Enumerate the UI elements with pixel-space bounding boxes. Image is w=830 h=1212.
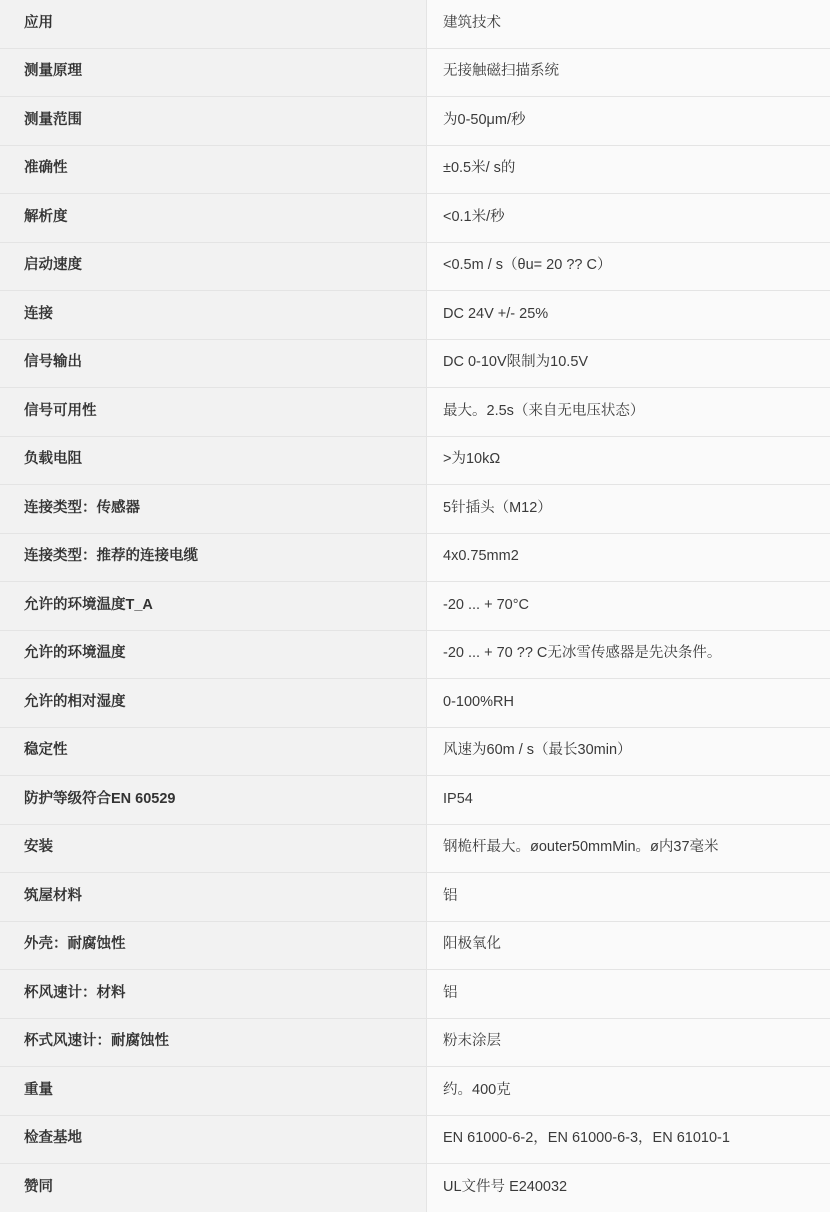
spec-label: 连接类型：推荐的连接电缆 (0, 533, 427, 582)
spec-value: -20 ... + 70°C (427, 582, 830, 631)
spec-label: 启动速度 (0, 242, 427, 291)
table-row (0, 145, 830, 194)
spec-value: 最大。2.5s（来自无电压状态） (427, 388, 830, 437)
spec-value: 阳极氧化 (427, 921, 830, 970)
spec-value: 铝 (427, 970, 830, 1019)
table-row (0, 630, 830, 679)
spec-label: 杯风速计：材料 (0, 970, 427, 1019)
table-row (0, 388, 830, 437)
spec-value: -20 ... + 70 ?? C无冰雪传感器是先决条件。 (427, 630, 830, 679)
spec-label: 信号可用性 (0, 388, 427, 437)
table-row (0, 485, 830, 534)
spec-value: DC 24V +/- 25% (427, 291, 830, 340)
table-row (0, 339, 830, 388)
spec-value: 钢桅杆最大。øouter50mmMin。ø内37毫米 (427, 824, 830, 873)
spec-value: 0-100%RH (427, 679, 830, 728)
spec-value: 风速为60m / s（最长30min） (427, 727, 830, 776)
spec-label: 信号输出 (0, 339, 427, 388)
spec-label: 连接类型：传感器 (0, 485, 427, 534)
spec-label: 测量原理 (0, 48, 427, 97)
spec-label: 筑屋材料 (0, 873, 427, 922)
spec-value: 为0-50μm/秒 (427, 97, 830, 146)
spec-value: <0.1米/秒 (427, 194, 830, 243)
table-row (0, 291, 830, 340)
spec-label: 允许的环境温度T_A (0, 582, 427, 631)
table-row (0, 776, 830, 825)
table-row (0, 0, 830, 48)
spec-label: 应用 (0, 0, 427, 48)
spec-label: 外壳：耐腐蚀性 (0, 921, 427, 970)
spec-value: 5针插头（M12） (427, 485, 830, 534)
spec-value: UL文件号 E240032 (427, 1164, 830, 1212)
spec-value: IP54 (427, 776, 830, 825)
table-row (0, 582, 830, 631)
table-row (0, 1067, 830, 1116)
spec-label: 允许的环境温度 (0, 630, 427, 679)
table-row (0, 1115, 830, 1164)
table-row (0, 970, 830, 1019)
spec-label: 稳定性 (0, 727, 427, 776)
table-row (0, 1018, 830, 1067)
spec-label: 连接 (0, 291, 427, 340)
spec-label: 防护等级符合EN 60529 (0, 776, 427, 825)
spec-label: 检查基地 (0, 1115, 427, 1164)
spec-label: 重量 (0, 1067, 427, 1116)
spec-value: 无接触磁扫描系统 (427, 48, 830, 97)
table-row (0, 921, 830, 970)
table-row (0, 97, 830, 146)
spec-label: 安装 (0, 824, 427, 873)
spec-value: >为10kΩ (427, 436, 830, 485)
table-row (0, 679, 830, 728)
spec-value: 粉末涂层 (427, 1018, 830, 1067)
spec-value: 铝 (427, 873, 830, 922)
spec-value: 约。400克 (427, 1067, 830, 1116)
table-row (0, 436, 830, 485)
table-row (0, 824, 830, 873)
spec-value: 4x0.75mm2 (427, 533, 830, 582)
spec-value: ±0.5米/ s的 (427, 145, 830, 194)
table-row (0, 242, 830, 291)
spec-value: EN 61000-6-2，EN 61000-6-3，EN 61010-1 (427, 1115, 830, 1164)
table-row (0, 194, 830, 243)
spec-label: 赞同 (0, 1164, 427, 1212)
table-row (0, 873, 830, 922)
spec-label: 解析度 (0, 194, 427, 243)
spec-label: 杯式风速计：耐腐蚀性 (0, 1018, 427, 1067)
table-row (0, 727, 830, 776)
spec-value: <0.5m / s（θu= 20 ?? C） (427, 242, 830, 291)
spec-label: 准确性 (0, 145, 427, 194)
table-row (0, 1164, 830, 1212)
spec-label: 允许的相对湿度 (0, 679, 427, 728)
spec-label: 负载电阻 (0, 436, 427, 485)
table-row (0, 48, 830, 97)
table-row (0, 533, 830, 582)
spec-label: 测量范围 (0, 97, 427, 146)
spec-value: 建筑技术 (427, 0, 830, 48)
spec-value: DC 0-10V限制为10.5V (427, 339, 830, 388)
